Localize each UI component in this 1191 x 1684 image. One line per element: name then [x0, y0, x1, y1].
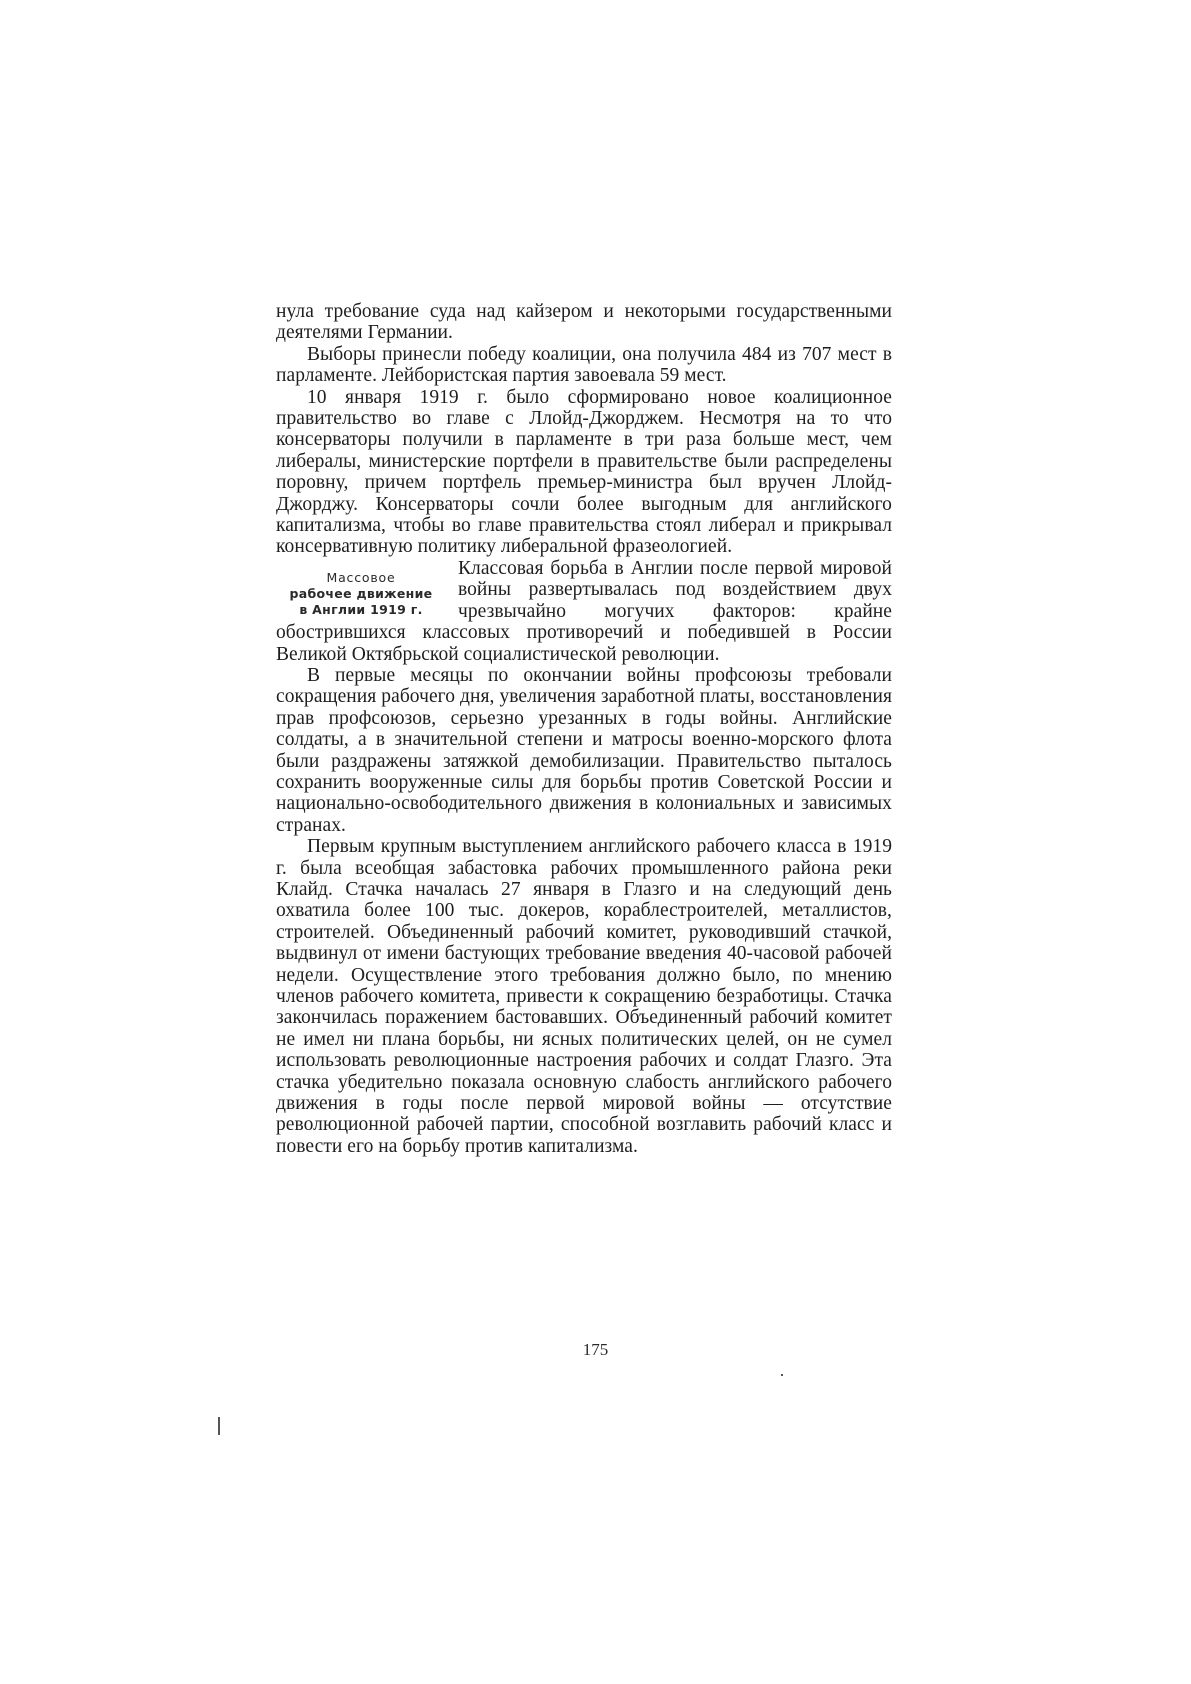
paragraph-coalition-government: 10 января 1919 г. было сформировано новое коалиционное правительство во главе с Ллойд-Джорджем. Несмотря на то что консерваторы получили в парламенте в три раза больше мест, чем либералы, министерские портфели в правительстве были распределены поровну, причем портфель премьер-министра был вручен Ллойд-Джорджу. Консерваторы сочли более выгодным для английского капитализма, чтобы во главе правительства стоял либерал и прикрывал консервативную политику либеральной фразеологией.: [276, 386, 892, 558]
paragraph-continuation: нула требование суда над кайзером и некоторыми государственными деятелями Германии.: [276, 301, 892, 344]
paragraph-elections: Выборы принесли победу коалиции, она получила 484 из 707 мест в парламенте. Лейбористская партия завоевала 59 мест.: [276, 343, 892, 387]
margin-heading: [276, 570, 446, 618]
page-number: 175: [582, 1340, 609, 1359]
paragraph-clyde-strike: Первым крупным выступлением английского рабочего класса в 1919 г. была всеобщая забастовка рабочих промышленного района реки Клайд. Стачка началась 27 января в Глазго и на следующий день охватила более 100 тыс. докеров, кораблестроителей, металлистов, строителей. Объединенный рабочий комитет, руководивший стачкой, выдвинул от имени бастующих требование введения 40-часовой рабочей недели. Осуществление этого требования должно было, по мнению членов рабочего комитета, привести к сокращению безработицы. Стачка закончилась поражением бастовавших. Объединенный рабочий комитет не имел ни плана борьбы, ни ясных политических целей, он не сумел использовать революционные настроения рабочих и солдат Глазго. Эта стачка убедительно показала основную слабость английского рабочего движения в годы после первой мировой войны — отсутствие революционной рабочей партии, способной возглавить рабочий класс и повести его на борьбу против капитализма.: [276, 836, 892, 1157]
scan-mark: [218, 1417, 220, 1435]
paragraph-class-struggle: Классовая борьба в Англии после первой мировой войны развертывалась под воздействием двух чрезвычайно могучих факторов: крайне обострившихся классовых противоречий и победившей в России Великой Октябрьской социалистической революции.: [276, 557, 892, 665]
sidenote-section: [276, 558, 892, 665]
text-column: [276, 301, 892, 1157]
margin-heading-line-2: рабочее движение: [289, 585, 433, 601]
paragraph-trade-unions: В первые месяцы по окончании войны профсоюзы требовали сокращения рабочего дня, увеличения заработной платы, восстановления прав профсоюзов, серьезно урезанных в годы войны. Английские солдаты, а в значительной степени и матросы военно-морского флота были раздражены затяжкой демобилизации. Правительство пыталось сохранить вооруженные силы для борьбы против Советской России и национально-освободительного движения в колониальных и зависимых странах.: [276, 664, 892, 836]
scan-mark: [781, 1374, 783, 1376]
margin-heading-line-3: в Англии 1919 г.: [299, 601, 423, 617]
margin-heading-line-1: Массовое: [326, 569, 396, 585]
